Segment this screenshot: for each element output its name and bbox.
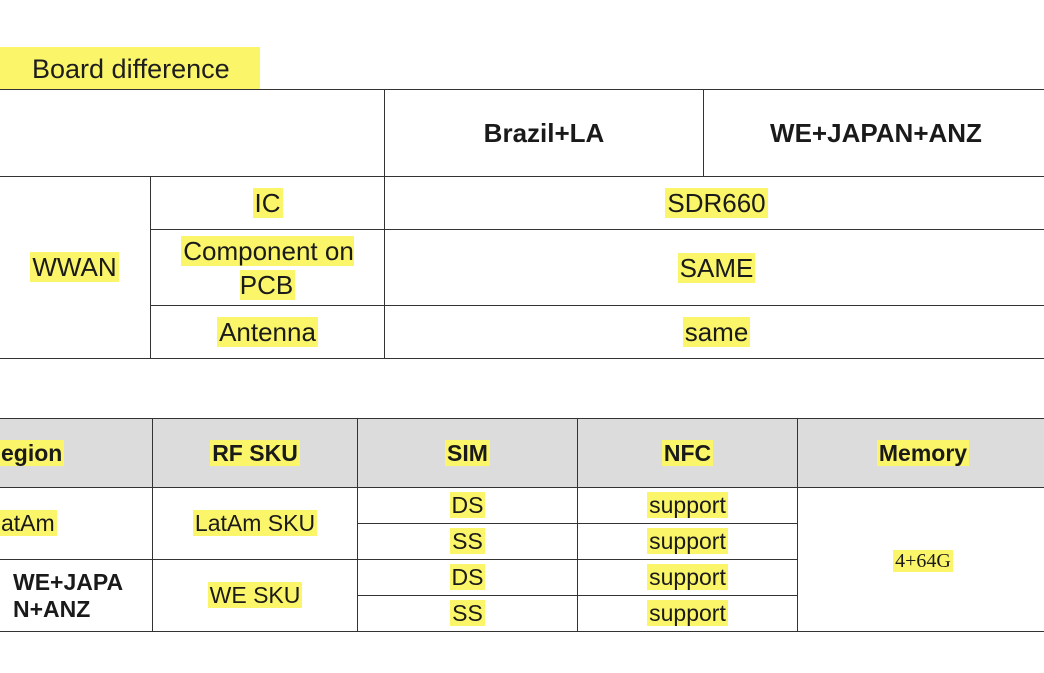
sim-cell — [358, 524, 578, 560]
header-nfc — [578, 419, 798, 488]
antenna-value: same — [684, 316, 749, 347]
row-value-antenna — [385, 306, 1044, 359]
nfc-value: support — [649, 492, 726, 518]
sku-cell-latam — [153, 488, 358, 560]
region-cell-latam — [0, 488, 153, 560]
component-value: SAME — [679, 252, 754, 283]
row-label-ic — [151, 177, 385, 230]
memory-header-label: Memory — [878, 439, 968, 466]
sim-cell — [358, 488, 578, 524]
rf-sku-header-label: RF SKU — [212, 439, 298, 466]
sku-value: LatAm SKU — [194, 510, 316, 536]
row-value-component — [385, 230, 1044, 306]
section-heading: Board difference — [0, 47, 260, 89]
sku-table — [0, 418, 1044, 632]
nfc-cell — [578, 488, 798, 524]
component-label: Component on PCB — [183, 235, 354, 300]
region-header-label: egion — [1, 439, 63, 466]
empty-header-cell — [0, 90, 385, 177]
ic-value: SDR660 — [667, 187, 766, 218]
wwan-group-cell — [0, 177, 151, 359]
sim-value: SS — [452, 600, 483, 626]
row-value-ic — [385, 177, 1044, 230]
region-value: WE+JAPA N+ANZ — [13, 568, 123, 622]
sim-cell — [358, 560, 578, 596]
header-sim — [358, 419, 578, 488]
ic-label: IC — [254, 187, 281, 218]
nfc-value: support — [649, 528, 726, 554]
nfc-cell — [578, 560, 798, 596]
nfc-value: support — [649, 600, 726, 626]
memory-value: 4+64G — [895, 550, 951, 572]
nfc-value: support — [649, 564, 726, 590]
region-value: atAm — [1, 510, 55, 536]
header-region — [0, 419, 153, 488]
region-cell-we-japan-anz — [0, 560, 153, 632]
table-row — [0, 488, 1044, 524]
sim-value: DS — [451, 564, 484, 590]
sim-cell — [358, 596, 578, 632]
nfc-cell — [578, 596, 798, 632]
nfc-header-label: NFC — [663, 439, 712, 466]
header-memory — [798, 419, 1044, 488]
wwan-label: WWAN — [32, 252, 117, 282]
sku-value: WE SKU — [209, 582, 301, 608]
header-rf-sku — [153, 419, 358, 488]
column-header-we-japan-anz: WE+JAPAN+ANZ — [704, 90, 1044, 177]
antenna-label: Antenna — [219, 316, 316, 347]
sim-value: DS — [451, 492, 484, 518]
sim-header-label: SIM — [447, 439, 488, 466]
column-header-brazil-la: Brazil+LA — [385, 90, 704, 177]
row-label-antenna — [151, 306, 385, 359]
nfc-cell — [578, 524, 798, 560]
sku-cell-we — [153, 560, 358, 632]
memory-cell — [798, 488, 1044, 632]
sim-value: SS — [452, 528, 483, 554]
board-difference-table — [0, 89, 1044, 359]
row-label-component — [151, 230, 385, 306]
